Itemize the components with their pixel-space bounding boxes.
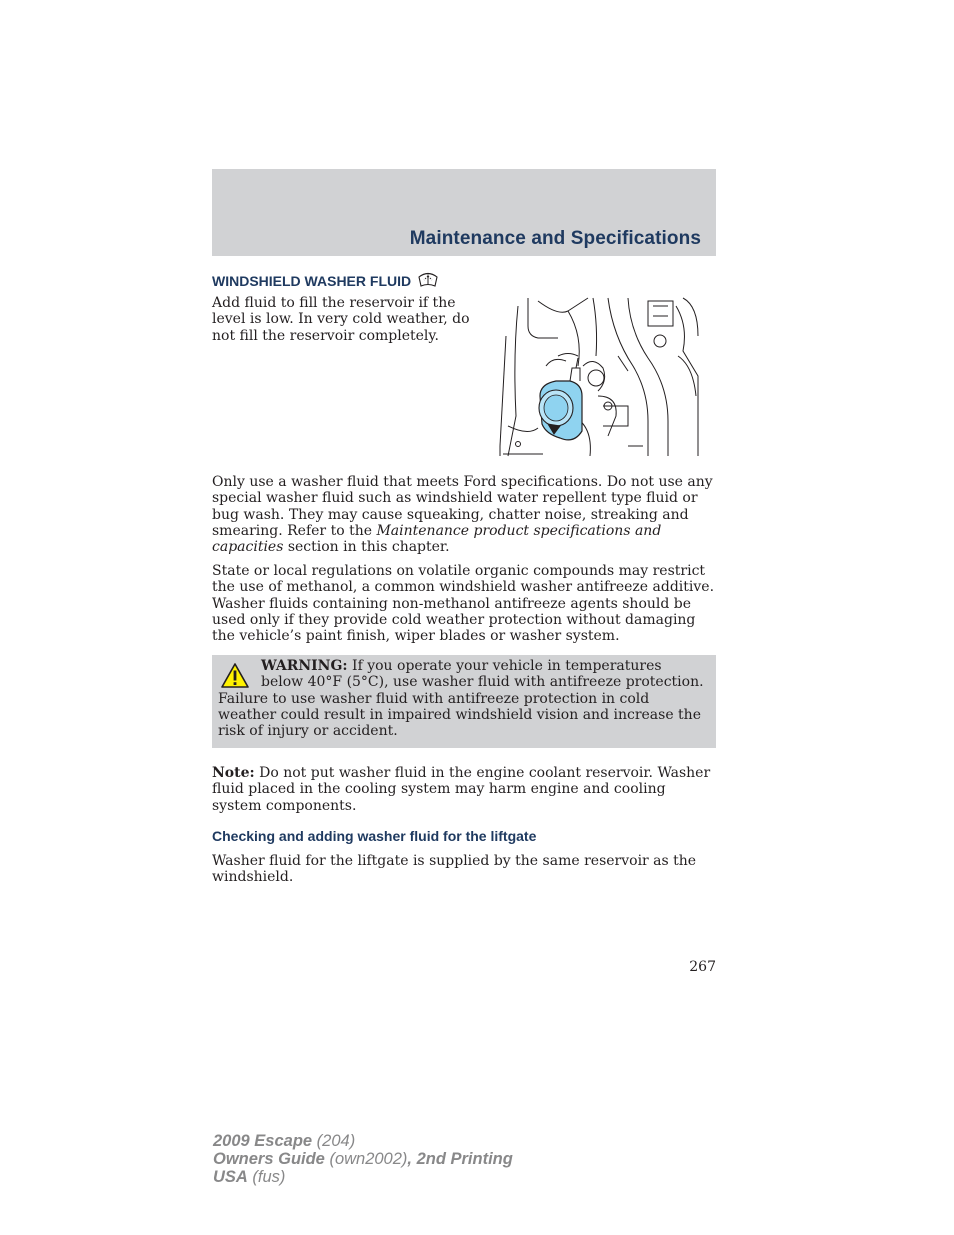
note-body: Do not put washer fluid in the engine coolant reservoir. Washer fluid placed in the cooling system may harm engine and cooling system components. bbox=[212, 765, 711, 814]
liftgate-subheading: Checking and adding washer fluid for the liftgate bbox=[212, 828, 537, 844]
washer-fluid-icon bbox=[417, 270, 439, 291]
warning-body: If you operate your vehicle in temperatures below 40°F (5°C), use washer fluid with antifreeze protection. Failure to use washer fluid with antifreeze protection in cold weather could result in impaired windshield vision and increase the risk of injury or accident. bbox=[218, 658, 704, 740]
specification-paragraph bbox=[212, 474, 716, 555]
warning-text bbox=[218, 658, 704, 739]
specification-text-start: Only use a washer fluid that meets Ford specifications. Do not use any special washer fluid such as windshield water repellent type fluid or bug wash. They may cause squeaking, chatter noise, streaking and smearing. Refer to the bbox=[212, 474, 713, 539]
page-number: 267 bbox=[689, 959, 716, 975]
specification-text-end: section in this chapter. bbox=[283, 539, 450, 556]
footer-guide-code: (own2002) bbox=[324, 1150, 408, 1168]
note-paragraph bbox=[212, 765, 716, 814]
section-heading-text: WINDSHIELD WASHER FLUID bbox=[212, 272, 412, 289]
footer-line-2 bbox=[213, 1150, 513, 1168]
regulations-paragraph: State or local regulations on volatile organic compounds may restrict the use of methanol, a common windshield washer antifreeze additive. Washer fluids containing non-methanol antifreeze agents should be used only if they provide cold weather protection without damaging the vehicle’s paint finish, wiper blades or washer system. bbox=[212, 563, 715, 645]
intro-paragraph: Add fluid to fill the reservoir if the level is low. In very cold weather, do not fill the reservoir completely. bbox=[212, 295, 470, 344]
footer-line-3 bbox=[213, 1168, 513, 1186]
header-band bbox=[212, 169, 716, 256]
washer-fluid-reservoir-illustration bbox=[498, 296, 701, 458]
warning-box bbox=[212, 655, 716, 748]
section-heading bbox=[212, 270, 439, 291]
footer-line-1 bbox=[213, 1132, 513, 1150]
capacities-reference: Maintenance product specifications and capacities bbox=[212, 522, 662, 556]
liftgate-paragraph: Washer fluid for the liftgate is supplied by the same reservoir as the windshield. bbox=[212, 853, 697, 886]
chapter-title: Maintenance and Specifications bbox=[409, 228, 701, 249]
footer-region-code: (fus) bbox=[247, 1168, 286, 1186]
footer bbox=[213, 1132, 513, 1186]
note-label: Note: bbox=[212, 765, 255, 781]
footer-model-code: (204) bbox=[312, 1132, 356, 1150]
footer-region: USA bbox=[213, 1168, 248, 1186]
footer-printing: , 2nd Printing bbox=[407, 1150, 513, 1168]
footer-guide: Owners Guide bbox=[213, 1150, 325, 1168]
warning-label: WARNING: bbox=[261, 658, 348, 674]
footer-model: 2009 Escape bbox=[213, 1132, 313, 1150]
